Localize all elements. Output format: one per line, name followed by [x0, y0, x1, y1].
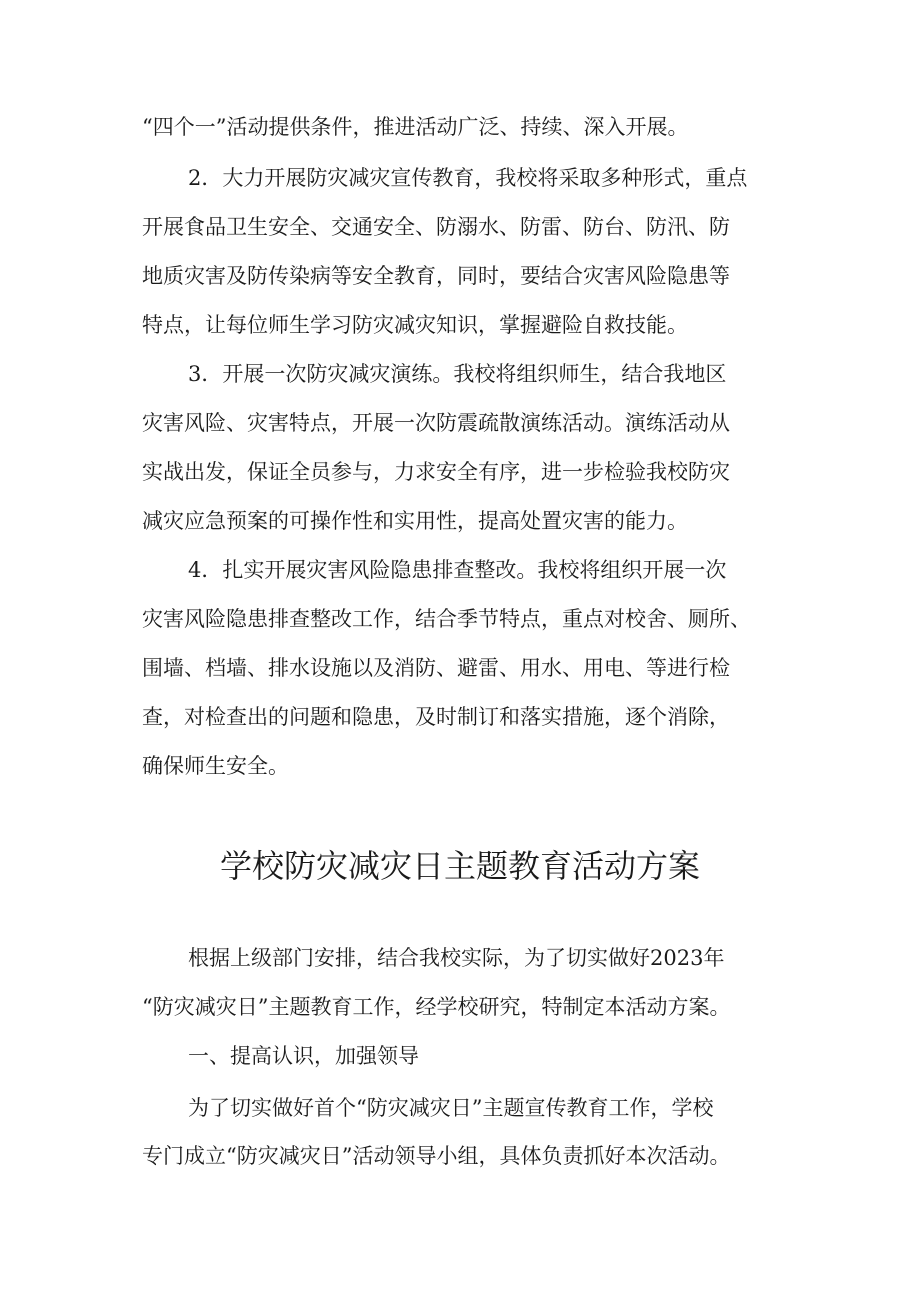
text-line: 查，对检查出的问题和隐患，及时制订和落实措施，逐个消除， [142, 705, 730, 729]
intro-line: “防灾减灾日”主题教育工作，经学校研究，特制定本活动方案。 [142, 995, 731, 1019]
intro-line: 根据上级部门安排，结合我校实际，为了切实做好2023年 [188, 946, 725, 970]
text-line: 确保师生安全。 [142, 754, 289, 778]
text-line: 灾害风险隐患排查整改工作，结合季节特点，重点对校舍、厕所、 [142, 607, 751, 631]
text-line: 4．扎实开展灾害风险隐患排查整改。我校将组织开展一次 [188, 558, 727, 582]
document-title: 学校防灾减灾日主题教育活动方案 [219, 847, 700, 885]
text-line: 开展食品卫生安全、交通安全、防溺水、防雷、防台、防汛、防 [142, 215, 730, 239]
text-line: 3．开展一次防灾减灾演练。我校将组织师生，结合我地区 [188, 362, 727, 386]
text-line: 为了切实做好首个“防灾减灾日”主题宣传教育工作，学校 [188, 1096, 714, 1120]
text-line: 专门成立“防灾减灾日”活动领导小组，具体负责抓好本次活动。 [142, 1144, 731, 1168]
text-line: “四个一”活动提供条件，推进活动广泛、持续、深入开展。 [142, 115, 689, 139]
text-line: 实战出发，保证全员参与，力求安全有序，进一步检验我校防灾 [142, 460, 730, 484]
section-heading: 一、提高认识，加强领导 [188, 1044, 419, 1068]
text-line: 围墙、档墙、排水设施以及消防、避雷、用水、用电、等进行检 [142, 656, 730, 680]
text-line: 特点，让每位师生学习防灾减灾知识，掌握避险自救技能。 [142, 313, 688, 337]
text-line: 灾害风险、灾害特点，开展一次防震疏散演练活动。演练活动从 [142, 411, 730, 435]
text-line: 2．大力开展防灾减灾宣传教育，我校将采取多种形式，重点 [188, 166, 748, 190]
text-line: 地质灾害及防传染病等安全教育，同时，要结合灾害风险隐患等 [142, 264, 730, 288]
text-line: 减灾应急预案的可操作性和实用性，提高处置灾害的能力。 [142, 509, 688, 533]
